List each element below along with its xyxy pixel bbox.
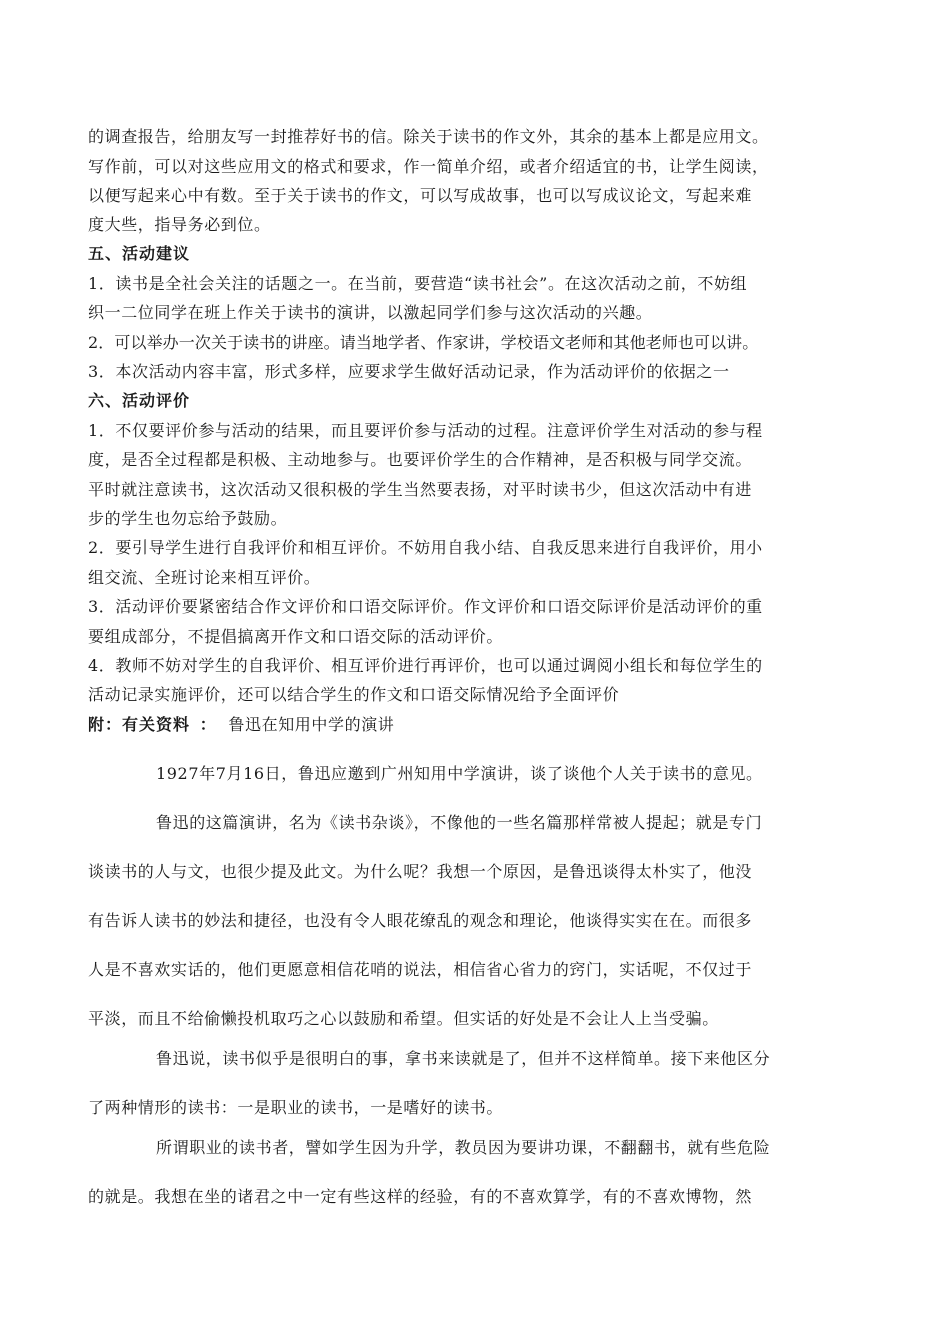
section-heading-suggestions: 五、活动建议: [88, 244, 191, 263]
article-paragraph-line: 平淡，而且不给偷懒投机取巧之心以鼓励和希望。但实话的好处是不会让人上当受骗。: [88, 1009, 719, 1028]
intro-line: 写作前，可以对这些应用文的格式和要求，作一简单介绍，或者介绍适宜的书，让学生阅读，: [88, 157, 769, 176]
appendix-line: [88, 713, 394, 737]
article-paragraph-line: 鲁迅的这篇演讲，名为《读书杂谈》，不像他的一些名篇那样常被人提起；就是专门: [156, 813, 763, 832]
article-paragraph-line: 鲁迅说，读书似乎是很明白的事，拿书来读就是了，但并不这样简单。接下来他区分: [156, 1049, 771, 1068]
suggestion-line: 2．可以举办一次关于读书的讲座。请当地学者、作家讲，学校语文老师和其他老师也可以讲。: [88, 333, 759, 352]
evaluation-line: 步的学生也勿忘给予鼓励。: [88, 509, 288, 528]
evaluation-line: 平时就注意读书，这次活动又很积极的学生当然要表扬，对平时读书少，但这次活动中有进: [88, 480, 753, 499]
article-paragraph-line: 1927年7月16日，鲁迅应邀到广州知用中学演讲，谈了谈他个人关于读书的意见。: [156, 764, 763, 783]
appendix-subtitle: 鲁迅在知用中学的演讲: [228, 715, 395, 734]
section-heading-evaluation: 六、活动评价: [88, 391, 191, 410]
intro-line: 以便写起来心中有数。至于关于读书的作文，可以写成故事，也可以写成议论文，写起来难: [88, 186, 753, 205]
appendix-heading: 附：有关资料: [88, 715, 191, 734]
evaluation-line: 2．要引导学生进行自我评价和相互评价。不妨用自我小结、自我反思来进行自我评价，用小: [88, 538, 763, 557]
suggestion-line: 3．本次活动内容丰富，形式多样，应要求学生做好活动记录，作为活动评价的依据之一: [88, 362, 730, 381]
evaluation-line: 1．不仅要评价参与活动的结果，而且要评价参与活动的过程。注意评价学生对活动的参与程: [88, 421, 763, 440]
evaluation-line: 要组成部分，不提倡搞离开作文和口语交际的活动评价。: [88, 627, 504, 646]
article-paragraph-line: 所谓职业的读书者，譬如学生因为升学，教员因为要讲功课，不翻翻书，就有些危险: [156, 1138, 771, 1157]
suggestion-line: 织一二位同学在班上作关于读书的演讲，以激起同学们参与这次活动的兴趣。: [88, 303, 653, 322]
article-paragraph-line: 谈读书的人与文，也很少提及此文。为什么呢？我想一个原因，是鲁迅谈得太朴实了，他没: [88, 862, 753, 881]
intro-line: 的调查报告，给朋友写一封推荐好书的信。除关于读书的作文外，其余的基本上都是应用文。: [88, 127, 769, 146]
article-paragraph-line: 人是不喜欢实话的，他们更愿意相信花哨的说法，相信省心省力的窍门，实话呢，不仅过于: [88, 960, 753, 979]
article-paragraph-line: 了两种情形的读书：一是职业的读书，一是嗜好的读书。: [88, 1098, 504, 1117]
appendix-separator: ：: [199, 715, 217, 734]
evaluation-line: 4．教师不妨对学生的自我评价、相互评价进行再评价，也可以通过调阅小组长和每位学生的: [88, 656, 763, 675]
evaluation-line: 度，是否全过程都是积极、主动地参与。也要评价学生的合作精神，是否积极与同学交流。: [88, 450, 753, 469]
evaluation-line: 组交流、全班讨论来相互评价。: [88, 568, 321, 587]
article-paragraph-line: 的就是。我想在坐的诸君之中一定有些这样的经验，有的不喜欢算学，有的不喜欢博物，然: [88, 1187, 753, 1206]
article-paragraph-line: 有告诉人读书的妙法和捷径，也没有令人眼花缭乱的观念和理论，他谈得实实在在。而很多: [88, 911, 753, 930]
evaluation-line: 3．活动评价要紧密结合作文评价和口语交际评价。作文评价和口语交际评价是活动评价的重: [88, 597, 763, 616]
evaluation-line: 活动记录实施评价，还可以结合学生的作文和口语交际情况给予全面评价: [88, 685, 620, 704]
intro-line: 度大些，指导务必到位。: [88, 215, 271, 234]
suggestion-line: 1．读书是全社会关注的话题之一。在当前，要营造“读书社会”。在这次活动之前，不妨组: [88, 274, 748, 293]
